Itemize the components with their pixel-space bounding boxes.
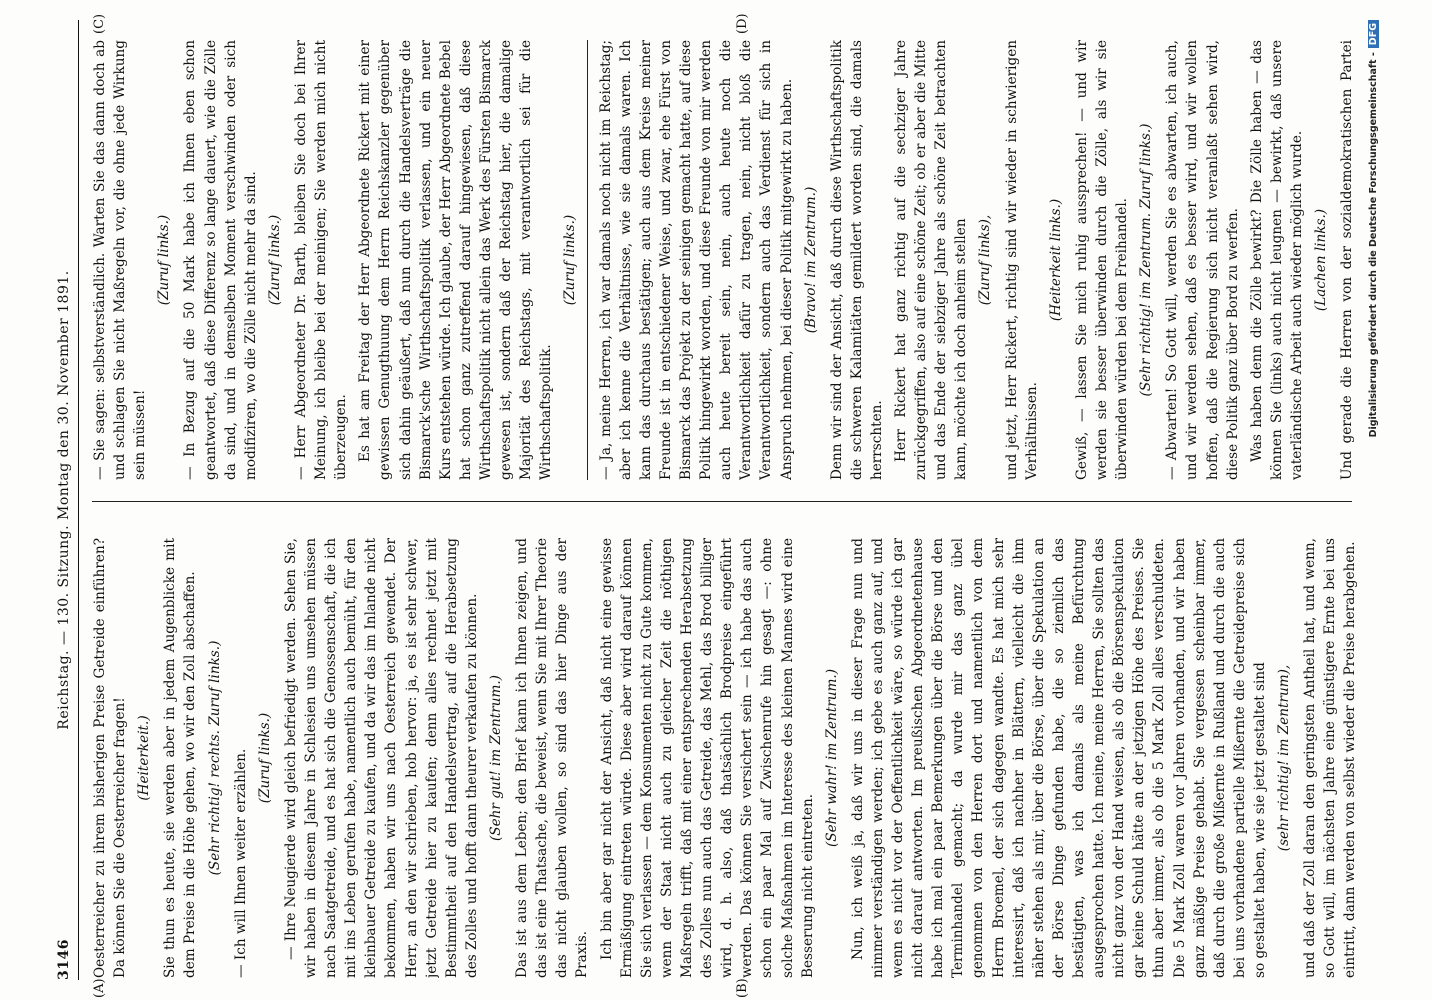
margin-marker-c: (C): [92, 13, 107, 34]
stage-direction: (Sehr richtig! im Zentrum. Zuruf links.): [1138, 123, 1155, 397]
speech-paragraph: — Abwarten! So Gott will, werden Sie es abwarten, ich auch, und wir werden sehen, daß es besser wird, und wir wollen hoffen, daß die Regierung sich nicht veranlaßt sehen wird, diese Politik ganz über Bord zu werfen.: [1164, 40, 1241, 480]
margin-marker-a: (A): [92, 978, 107, 998]
stage-direction: (Zuruf links.): [266, 214, 283, 306]
running-header: [56, 20, 79, 980]
margin-marker-b: (B): [735, 978, 750, 998]
stage-direction: (Heiterkeit.): [136, 715, 153, 801]
digitization-credit: [1368, 20, 1386, 440]
speech-paragraph: Sie thun es heute, sie werden aber in jedem Augenblicke mit dem Preise in die Höhe gehen, wo wir den Zoll abschaffen.: [162, 538, 199, 978]
speech-paragraph: Nun, ich weiß ja, daß wir uns in dieser Frage nun und nimmer verständigen werden; ich gebe es auch ganz auf, und wenn es nicht vor der Oeffentlichkeit wäre, so würde ich gar nicht darauf antworten. Im preußischen Abgeordnetenhause habe ich mal ein paar Bemerkungen über die Börse und den Terminhandel gemacht; da wurde mir das ganz übel genommen von den Herren dort und namentlich von dem Herrn Broemel, der sich dagegen wandte. Es hat mich sehr interessirt, daß ich nachher in Blättern, vielleicht die ihm näher stehen als mir, über die Börse, über die Spekulation an der Börse Dinge gefunden habe, die so ziemlich das bestätigten, was ich damals als meine Befürchtung ausgesprochen hatte. Ich meine, meine Herren, Sie sollten das nicht ganz von der Hand weisen, als ob die Börsenspekulation gar keine Schuld hätte an der jetzigen Höhe des Preises. Sie thun aber immer, als ob die 5 Mark Zoll alles verschuldeten. Die 5 Mark Zoll waren vor Jahren vorhanden, und wir haben ganz mäßige Preise gehabt. Sie vergessen scheinbar immer, daß durch die große Mißernte in Rußland und durch die auch bei uns vorhandene partielle Mißernte die Getreidepreise sich so gestaltet haben, wie sie jetzt gestaltet sind: [849, 538, 1269, 978]
speech-paragraph: — Ja, meine Herren, ich war damals noch nicht im Reichstag; aber ich kenne die Verhältnisse, wie sie damals waren. Ich kann das durchaus bestätigen; auch aus dem Kreise meiner Freunde ist in entschiedener Weise, und zwar, ehe Fürst von Bismarck das Projekt zu der seinigen gemacht hatte, auf diese Politik hingewirkt worden, und diese Freunde von mir werden auch heute bereit sein, nein, auch heute noch die Verantwortlichkeit dafür zu tragen, nein, nicht bloß die Verantwortlichkeit, sondern auch das Verdienst für sich in Anspruch nehmen, bei dieser Politik mitgewirkt zu haben.: [597, 40, 795, 480]
speech-paragraph: Denn wir sind der Ansicht, daß durch diese Wirthschaftspolitik die schweren Kalamitäten gemildert worden sind, die damals herrschten.: [828, 40, 885, 480]
stage-direction: (Bravo! im Zentrum.): [802, 186, 819, 334]
stage-direction: (Zuruf links.): [562, 214, 579, 306]
speech-paragraph: — Sie sagen: selbstverständlich. Warten Sie das dann doch ab und schlagen Sie nicht Maßregeln vor, die ohne jede Wirkung sein müssen!: [92, 40, 149, 480]
stage-direction: (Zuruf links.): [156, 214, 173, 306]
column-divider: [92, 501, 1352, 502]
speech-paragraph: Und gerade die Herren von der sozialdemokratischen Partei: [1339, 40, 1356, 480]
speech-paragraph: — In Bezug auf die 50 Mark habe ich Ihnen eben schon geantwortet, daß diese Differenz so lange dauert, wie die Zölle da sind, und in demselben Moment verschwinden oder sich modifiziren, wo die Zölle nicht mehr da sind.: [182, 40, 259, 480]
margin-marker-d: (D): [735, 13, 750, 34]
stage-direction: (Sehr gut! im Zentrum.): [487, 675, 504, 841]
stage-direction: (Lachen links.): [1313, 208, 1330, 312]
speech-paragraph: und jetzt, Herr Rickert, richtig sind wir wieder in schwierigen Verhältnissen.: [1003, 40, 1040, 480]
speech-paragraph: — Ihre Neugierde wird gleich befriedigt werden. Sehen Sie, wir haben in diesem Jahre in Schlesien uns umsehen müssen nach Saatgetreide, und es hat sich die Genossenschaft, die ich mit ins Leben gerufen habe, namentlich auch bemüht, für den kleinbauer Getreide zu kaufen, und da wir das im Inlande nicht bekommen, haben wir uns nach Oesterreich gewendet. Der Herr, an den wir schrieben, hob hervor: ja, es ist sehr schwer, jetzt Getreide hier zu kaufen; denn alles rechnet jetzt mit Bestimmtheit auf den Handelsvertrag, auf die Herabsetzung des Zolles und hofft dann theurer verkaufen zu können.: [282, 538, 480, 978]
speech-paragraph: Gewiß, — lassen Sie mich ruhig aussprechen! — und wir werden sie besser überwinden durch die Zölle, als wir sie überwinden würden bei dem Freihandel.: [1073, 40, 1131, 480]
speech-paragraph: Herr Rickert hat ganz richtig auf die sechziger Jahre zurückgegriffen, also auf eine schöne Zeit; ob er aber die Mitte und das Ende der siebziger Jahre als schöne Zeit betrachten kann, möchte ich doch anheim stellen: [893, 40, 970, 480]
credit-text: Digitalisierung gefördert durch die Deutsche Forschungsgemeinschaft -: [1368, 52, 1379, 438]
running-title: Reichstag. — 130. Sitzung. Montag den 30. November 1891.: [56, 270, 72, 730]
speech-paragraph: Was haben denn die Zölle bewirkt? Die Zölle haben — das können Sie (links) auch nicht leugnen — bewirkt, daß unsere vaterländische Arbeit auch wieder möglich wurde.: [1248, 40, 1306, 480]
speech-paragraph: Oesterreicher zu ihrem bisherigen Preise Getreide einführen? Da können Sie die Oesterreicher fragen!: [92, 538, 129, 978]
speech-paragraph: Es hat am Freitag der Herr Abgeordnete Rickert mit einer gewissen Genugthuung dem Herrn Reichskanzler gegenüber sich dahin geäußert, daß nun durch die Handelsverträge die Bismarck'sche Wirthschaftspolitik verlassen, und ein neuer Kurs entstehen würde. Ich glaube, der Herr Abgeordnete Bebel hat schon ganz zutreffend darauf hingewiesen, daß diese Wirthschaftspolitik nicht allein das Werk des Fürsten Bismarck gewesen ist, sondern daß der Reichstag hier, die damalige Majorität des Reichstags, mit verantwortlich sei für die Wirthschaftspolitik.: [357, 40, 555, 480]
speech-paragraph: Ich bin aber gar nicht der Ansicht, daß nicht eine gewisse Ermäßigung eintreten würde. Diese aber wird darauf können Sie sich verlassen — dem Konsumenten nicht zu Gute kommen, wenn der Staat nicht auch zu gleicher Zeit die nöthigen Maßregeln trifft, daß mit einer entsprechenden Herabsetzung des Zolles nun auch das Getreide, das Mehl, das Brod billiger wird, d. h. also, daß thatsächlich Brodpreise eingeführt werden. Das können Sie versichert sein — ich habe das auch schon ein paar Mal auf Zwischenrufe hin gesagt —: ohne solche Maßnahmen im Interesse des kleinen Mannes wird eine Besserung nicht eintreten.: [598, 538, 816, 978]
stage-direction: (Heiterkeit links.): [1047, 198, 1064, 322]
stage-direction: (sehr richtig! im Zentrum),: [1276, 664, 1293, 852]
section-rule: [587, 40, 588, 480]
page-number: 3146: [56, 939, 72, 980]
text-column-right: [90, 40, 1360, 480]
stage-direction: (Zuruf links),: [977, 214, 994, 306]
stage-direction: (Sehr wahr! im Zentrum.): [823, 668, 840, 848]
speech-paragraph: — Herr Abgeordneter Dr. Barth, bleiben Sie doch bei Ihrer Meinung, ich bleibe bei der meinigen; Sie werden mich nicht überzeugen.: [292, 40, 350, 480]
speech-paragraph: Das ist aus dem Leben; den Brief kann ich Ihnen zeigen, und das ist eine Thatsache, die beweist, wenn Sie mit Ihrer Theorie das nicht glauben wollen, so sind das hier Dinge aus der Praxis.: [514, 538, 591, 978]
speech-paragraph: und daß der Zoll daran den geringsten Antheil hat, und wenn, so Gott will, im nächsten Jahre eine günstigere Ernte bei uns eintritt, dann werden von selbst wieder die Preise herabgehen.: [1302, 538, 1359, 978]
dfg-logo: DFG: [1368, 20, 1379, 48]
speech-paragraph: — Ich will Ihnen weiter erzählen.: [232, 748, 249, 978]
stage-direction: (Sehr richtig! rechts. Zuruf links.): [206, 640, 223, 876]
text-column-left: [90, 538, 1360, 978]
stage-direction: (Zuruf links.): [256, 712, 273, 804]
